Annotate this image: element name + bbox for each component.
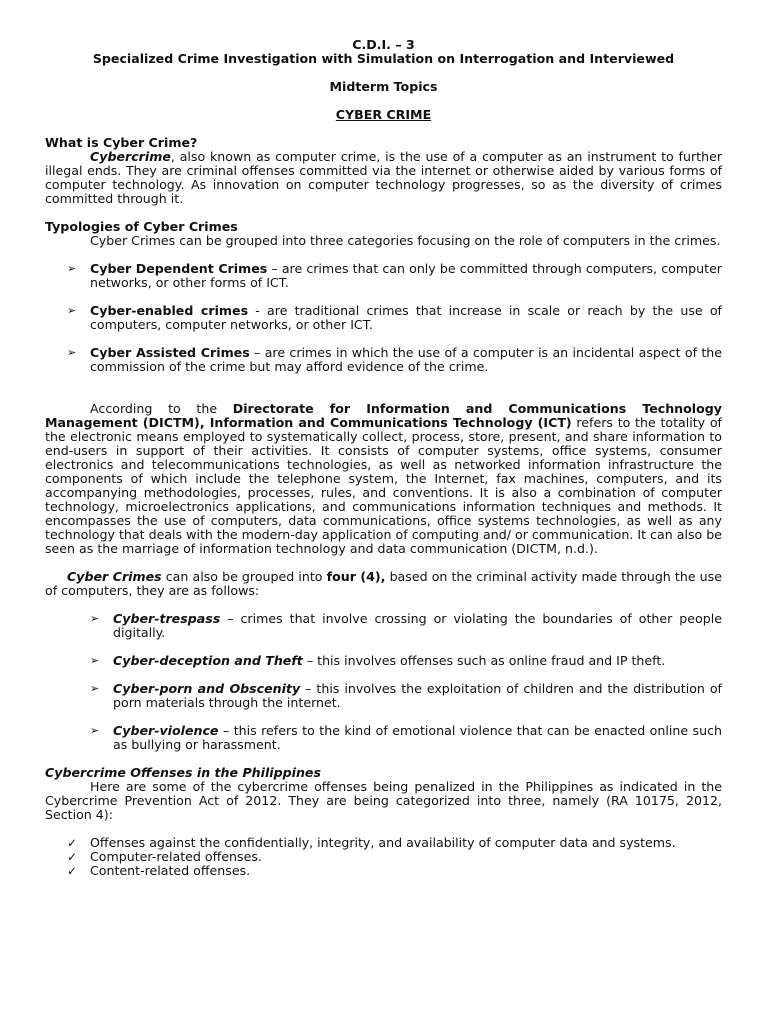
- item-term: Cyber-porn and Obscenity: [113, 681, 301, 696]
- check-bullet-icon: ✓: [67, 850, 78, 864]
- item-desc: – crimes that involve crossing or violating the boundaries of other people digitally.: [113, 611, 722, 640]
- section-heading-philippines: [45, 766, 722, 780]
- subject-title: Specialized Crime Investigation with Simulation on Interrogation and Interviewed: [92, 51, 675, 66]
- list-item: [45, 304, 722, 332]
- arrow-bullet-icon: ➢: [67, 304, 77, 317]
- what-is-text: , also known as computer crime, is the use of a computer as an instrument to further illegal ends. They are criminal offenses committed via the internet or otherwise aided by various forms of computer technology. As innovation on computer technology progresses, so as the diversity of crimes committed through it.: [45, 149, 722, 206]
- four-categories-list: [45, 612, 722, 752]
- item-term: Cyber Dependent Crimes: [90, 261, 268, 276]
- arrow-bullet-icon: ➢: [90, 612, 100, 625]
- item-term: Cyber-violence: [113, 723, 219, 738]
- philippines-list: [45, 836, 722, 878]
- document-page: [45, 38, 722, 878]
- arrow-bullet-icon: ➢: [67, 262, 77, 275]
- item-term: Cyber-enabled crimes: [90, 303, 249, 318]
- item-desc: - are traditional crimes that increase in scale or reach by the use of computers, computer networks, or other ICT.: [90, 303, 722, 332]
- cyber-crimes-term: Cyber Crimes: [67, 569, 162, 584]
- arrow-bullet-icon: ➢: [90, 654, 100, 667]
- item-text: Computer-related offenses.: [90, 849, 262, 864]
- list-item: [45, 346, 722, 374]
- topic-title: CYBER CRIME: [335, 107, 432, 122]
- section-heading-what-is: What is Cyber Crime?: [45, 135, 198, 150]
- typologies-list: [45, 262, 722, 374]
- four-count: four (4),: [326, 569, 386, 584]
- item-term: Cyber-trespass: [113, 611, 221, 626]
- dictm-lead: According to the: [90, 401, 233, 416]
- cybercrime-term: Cybercrime: [90, 149, 171, 164]
- section-heading-typologies: Typologies of Cyber Crimes: [45, 219, 238, 234]
- arrow-bullet-icon: ➢: [90, 682, 100, 695]
- what-is-paragraph: [45, 150, 722, 206]
- item-desc: – this refers to the kind of emotional violence that can be enacted online such as bullying or harassment.: [113, 723, 722, 752]
- list-item: [45, 682, 722, 710]
- item-term: Cyber-deception and Theft: [113, 653, 303, 668]
- item-desc: – are crimes in which the use of a computer is an incidental aspect of the commission of the crime but may afford evidence of the crime.: [90, 345, 723, 374]
- arrow-bullet-icon: ➢: [67, 346, 77, 359]
- list-item: [45, 836, 722, 850]
- list-item: [45, 850, 722, 864]
- four-mid: can also be grouped into: [161, 569, 327, 584]
- item-desc: – this involves offenses such as online fraud and IP theft.: [302, 653, 666, 668]
- four-end: based on the criminal activity made through the use of computers, they are as follows:: [45, 569, 722, 598]
- arrow-bullet-icon: ➢: [90, 724, 100, 737]
- item-desc: – are crimes that can only be committed through computers, computer networks, or other forms of ICT.: [90, 261, 722, 290]
- four-categories-intro: [45, 570, 722, 598]
- philippines-intro: Here are some of the cybercrime offenses being penalized in the Philippines as indicated in the Cybercrime Prevention Act of 2012. They are being categorized into three, namely (RA 10175, 2012, Section 4):: [45, 779, 722, 822]
- midterm-label: Midterm Topics: [329, 79, 438, 94]
- list-item: [45, 724, 722, 752]
- dictm-paragraph: [45, 402, 722, 556]
- list-item: [45, 864, 722, 878]
- course-code: C.D.I. – 3: [352, 37, 415, 52]
- check-bullet-icon: ✓: [67, 836, 78, 850]
- list-item: [45, 262, 722, 290]
- dictm-org: Directorate for Information and Communications Technology Management (DICTM), Information and Communications Technology (ICT): [45, 401, 722, 430]
- dictm-text: refers to the totality of the electronic means employed to systematically collect, process, store, present, and share information to end-users in support of their activities. It consists of computer systems, office systems, consumer electronics and telecommunications technologies, as well as networked information infrastructure the components of which include the telephone system, the Internet, fax machines, computers, and its accompanying methodologies, processes, rules, and conventions. It is also a combination of computer technology, microelectronics applications, and communications information techniques and methods. It encompasses the use of computers, data communications, office systems technologies, as well as any technology that deals with the modern-day application of computing and/ or communication. It can also be seen as the marriage of information technology and data communication (DICTM, n.d.).: [45, 415, 722, 556]
- list-item: [45, 612, 722, 640]
- philippines-heading: Cybercrime Offenses in the Philippines: [45, 765, 321, 780]
- list-item: [45, 654, 722, 668]
- check-bullet-icon: ✓: [67, 864, 78, 878]
- typologies-intro: Cyber Crimes can be grouped into three categories focusing on the role of computers in the crimes.: [90, 233, 721, 248]
- item-text: Offenses against the confidentially, integrity, and availability of computer data and systems.: [90, 835, 676, 850]
- item-text: Content-related offenses.: [90, 863, 251, 878]
- item-desc: – this involves the exploitation of children and the distribution of porn materials through the internet.: [113, 681, 722, 710]
- item-term: Cyber Assisted Crimes: [90, 345, 250, 360]
